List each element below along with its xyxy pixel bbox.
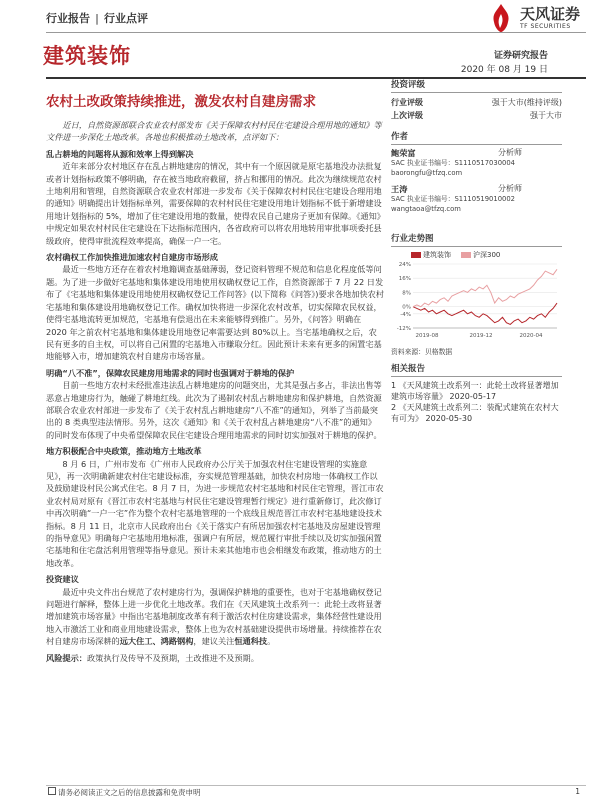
section-body: 最近一些地方还存在着农村地籍调查基础薄弱，登记资料管理不规范和信息化程度低等问题。为了进一步做好宅基地和集体建设用地使用权确权登记工作，自然资源部于 7 月 22 日发布了《宅基地和集体建设用地使用权确权登记工作问答》(以下简称《问答》)要求各地加快农村宅基地和集体建设用地确权登记工作。确权加快将进一步深化农村改革，切实保障农民权益，使得宅基地流转更加规范，宅基地有偿退出在未来能够得到推广。另外，《问答》明确在 2020 年之前农村宅基地和集体建设用地登记率需要达到 80%以上。当宅基地确权之后，农民有更多的自主权，可以将自己闲置的宅基地入市赚取分红。因此预计未来有更多的闲置宅基地能够入市，增加建筑农村自建房市场容量。 — [46, 264, 384, 362]
industry-trend-chart — [391, 260, 562, 342]
rating-row: 上次评级 强于大市 — [391, 111, 562, 120]
footer-disclaimer: 请务必阅读正文之后的信息披露和免责申明 — [48, 787, 201, 798]
analyst-heading: 作者 — [391, 130, 562, 145]
page-number: 1 — [575, 787, 580, 796]
section-heading: 明确“八不准”，保障农民建房用地需求的同时也强调对于耕地的保护 — [46, 367, 295, 378]
disclaimer-icon — [48, 787, 56, 795]
section-body: 8 月 6 日，广州市发布《广州市人民政府办公厅关于加强农村住宅建设管理的实施意见》，再一次明确新建农村住宅建设标准，夯实规范管理基础，加快农村房地一体确权工作以及鼓励建设村民公寓式住宅。8 月 7 日，为进一步规范农村宅基地和村民住宅管理，晋江市农业农村局对原有《晋江市农村宅基地与村民住宅建设管理暂行规定》进行重新修订，此次修订中再次明确“一户一宅”作为整个农村宅基地管理的一个底线且规范晋江市农村宅基地建设技术指标。8 月 11 日，北京市人民政府出台《关于落实户有所居加强农村宅基地及房屋建设管理的指导意见》明确每户宅基地用地标准，强调户有所居，规范履行审批手续以及切实加强闲置宅基地和住宅盘活利用管理等指导意见。预计未来其他地市也会相继发布政策，推动地方的土地改革。 — [46, 458, 384, 568]
analyst-sac: SAC 执业证书编号：S1110517030004 — [391, 159, 515, 167]
x-tick-label: 2019-12 — [469, 333, 493, 339]
analyst-sac: SAC 执业证书编号：S1110519010002 — [391, 195, 515, 203]
risk-warning: 风险提示：政策执行及传导不及预期，土改推进不及预期。 — [46, 652, 259, 663]
section-body: 近年来部分农村地区存在乱占耕地建房的情况，其中有一个原因就是原宅基地没办法批复或者计划指标政策不够明确，存在被当地政府截留，挤占和挪用的情况。此次为继续规范农村土地利用和管理，自然资源联合农业农村部进一步发布《关于保障农村村民住宅建设合理用地的通知》明确提出计划指标单列，需要保障的农村村民住宅建设用地计划指标不低于新增建设用地计划指标的 5%，增加了住宅建设用地的数量，使得农民自己建房子更加有保障。《通知》中规定如果农村村民住宅建设在下达指标范围内，各省政府可以将农用地转用审批事项委托县级政府，使得审批流程效率提高，确保一户一宅。 — [46, 161, 382, 246]
sidebar — [391, 78, 562, 424]
related-heading: 相关报告 — [391, 362, 562, 377]
y-tick-label: -12% — [396, 326, 411, 332]
section-heading: 农村确权工作加快推进加速农村自建房市场形成 — [46, 252, 218, 263]
trend-heading: 行业走势图 — [391, 232, 562, 247]
logo-name-cn: 天风证券 — [519, 5, 580, 23]
logo-name-en: TF SECURITIES — [519, 23, 571, 30]
y-tick-label: 0% — [402, 304, 411, 311]
analyst-name: 王涛 — [391, 184, 408, 194]
investment-advice-body: 最近中央文件出台规范了农村建房行为，强调保护耕地的重要性，也对于宅基地确权登记问题进行解释，整体上进一步优化土地改革。我们在《天风建筑土改系列一：此轮土改将显著增加建筑市场容量》中指出宅基地制度改革有利于激活农村住房建设需求，集体经营性建设用地入市激活工业和商业用地建设需求，整体上也为农村基础建设提供市场增量。持续推荐在农村自建房市场深耕的远大住工、鸿路钢构，建议关注恒通科技。 — [46, 586, 382, 647]
x-tick-label: 2019-08 — [415, 333, 439, 339]
company-logo — [486, 2, 580, 34]
header-divider — [46, 32, 586, 33]
analyst-email[interactable]: wangtaoa@tfzq.com — [391, 205, 461, 213]
legend-item: 建筑装饰 — [411, 250, 451, 260]
report-abstract — [46, 119, 384, 664]
rating-row: 行业评级 强于大市(维持评级) — [391, 98, 562, 107]
rating-heading: 投资评级 — [391, 78, 562, 93]
report-category — [46, 10, 148, 26]
section-heading: 乱占耕地的问题将从源和效率上得到解决 — [46, 148, 194, 159]
chart-source: 资料来源：贝格数据 — [391, 348, 453, 356]
series-line — [413, 269, 557, 306]
y-tick-label: 24% — [398, 262, 411, 268]
report-type: 证券研究报告 — [493, 51, 548, 61]
y-tick-label: 8% — [402, 290, 411, 297]
y-tick-label: -4% — [400, 311, 411, 318]
related-report-link[interactable]: 2 《天风建筑土改系列二：装配式建筑在农村大有可为》 2020-05-30 — [391, 403, 559, 423]
abstract-lead: 近日，自然资源部联合农业农村部发布《关于保障农村村民住宅建设合理用地的通知》等文件进一步深化土地改革。各地也积极推动土地改革，点评如下： — [46, 120, 382, 143]
section-heading: 投资建议 — [46, 574, 79, 585]
y-tick-label: 16% — [398, 276, 411, 283]
tag-industry-comment: 行业点评 — [104, 12, 149, 25]
report-title: 农村土改政策持续推进，激发农村自建房需求 — [46, 94, 316, 110]
analyst-name: 鲍荣富 — [391, 148, 416, 158]
sector-title: 建筑装饰 — [43, 44, 131, 68]
report-date: 2020 年 08 月 19 日 — [460, 65, 548, 75]
x-tick-label: 2020-04 — [519, 333, 543, 339]
analyst-email[interactable]: baorongfu@tfzq.com — [391, 169, 463, 177]
analyst-card: 鲍荣富 分析师 SAC 执业证书编号：S1110517030004 baorongfu@tfzq.com — [391, 148, 562, 178]
footer-divider — [46, 785, 586, 786]
analyst-card: 王涛 分析师 SAC 执业证书编号：S1110519010002 wangtaoa@tfzq.com — [391, 184, 562, 214]
tag-industry-report: 行业报告 — [46, 12, 90, 25]
section-heading: 地方积极配合中央政策，推动地方土地改革 — [46, 446, 202, 457]
logo-flame-icon — [486, 2, 516, 34]
recommended-stocks: 远大住工、鸿路钢构 — [119, 636, 194, 647]
chart-legend — [411, 250, 562, 260]
section-body: 目前一些地方农村未经批准违法乱占耕地建房的问题突出，尤其是强占多占，非法出售等恶意占地建房行为，触碰了耕地红线。此次为了遏制农村乱占耕地建房和保护耕地，自然资源部联合农业农村部进一步发布了《关于农村乱占耕地建房“八不准”的通知》，列举了当前最突出的 8 类典型违法情形。另外，这次《通知》和《关于农村乱占耕地建房“八不准”的通知》的同时发布体现了中央希望保障农民住宅建设合理用地需求的同时切实加强对于耕地的保护。 — [46, 380, 382, 440]
legend-item: 沪深300 — [461, 250, 500, 260]
watch-stock: 恒通科技 — [234, 636, 268, 647]
related-report-link[interactable]: 1 《天风建筑土改系列一：此轮土改将显著增加建筑市场容量》 2020-05-17 — [391, 381, 559, 401]
tag-separator: | — [95, 12, 100, 25]
